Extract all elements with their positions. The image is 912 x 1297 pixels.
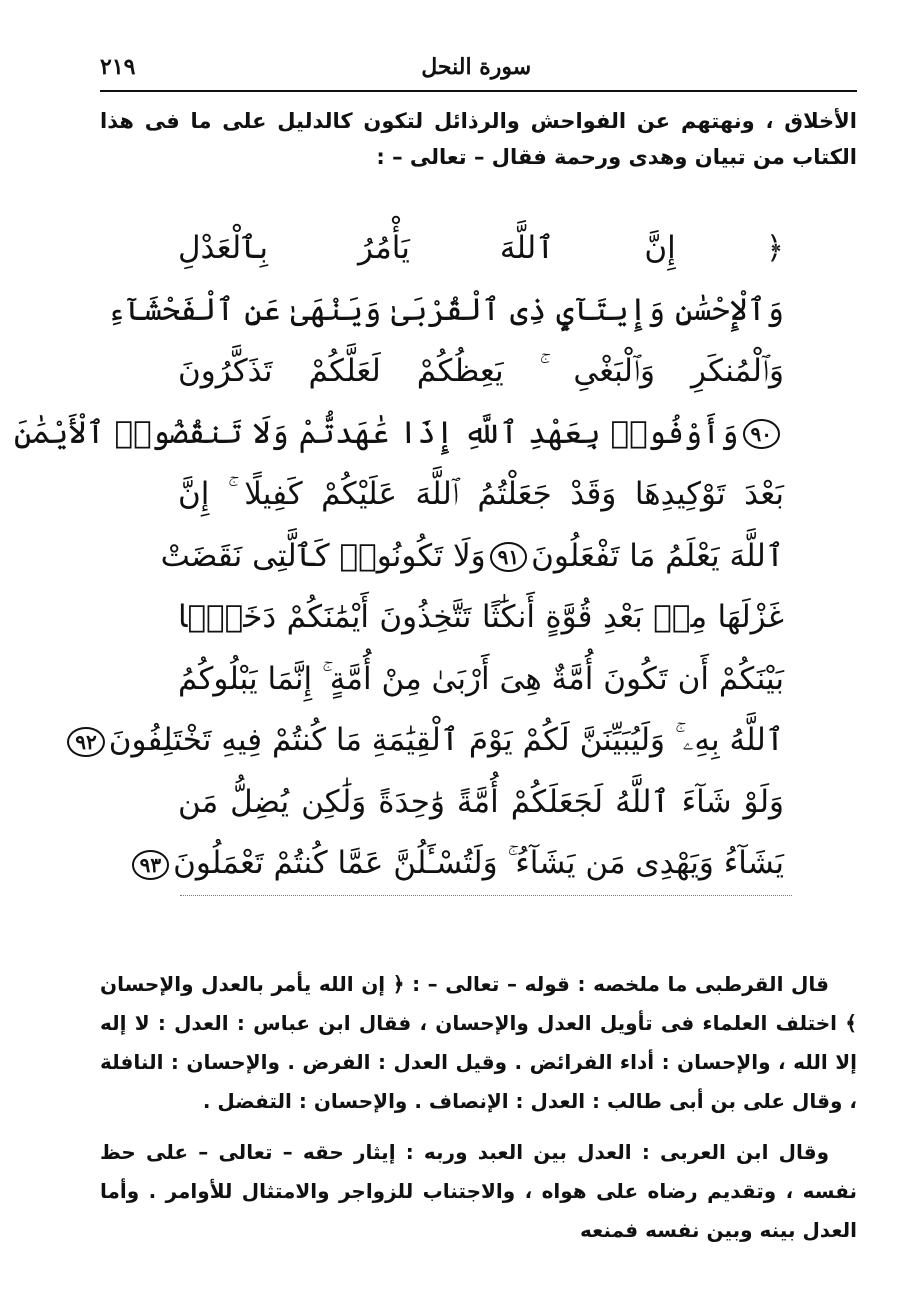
verse-line — [178, 218, 784, 280]
verse-line — [178, 649, 784, 711]
verse-text: وَلَوْ شَآءَ ٱللَّهُ لَجَعَلَكُمْ أُمَّةً وَٰحِدَةً وَلَٰكِن يُضِلُّ مَن — [178, 783, 784, 820]
verse-text: وَٱلْمُنكَرِ وَٱلْبَغْىِ ۚ يَعِظُكُمْ لَعَلَّكُمْ تَذَكَّرُونَ — [178, 353, 784, 389]
verse-text: ٱللَّهَ يَعْلَمُ مَا تَفْعَلُونَ — [531, 537, 784, 574]
verse-text: وَلَا تَكُونُوا۟ كَٱلَّتِى نَقَضَتْ — [160, 537, 486, 574]
verse-text: بَعْدَ تَوْكِيدِهَا وَقَدْ جَعَلْتُمُ ٱللَّهَ عَلَيْكُمْ كَفِيلًا ۚ إِنَّ — [178, 476, 784, 512]
verse-text: وَأَوْفُوا۟ بِعَهْدِ ٱللَّهِ إِذَا عَٰهَدتُّمْ وَلَا تَنقُضُوا۟ ٱلْأَيْمَٰنَ — [13, 414, 739, 451]
page-number: ٢١٩ — [100, 54, 136, 80]
verse-text: ٱللَّهُ بِهِۦ ۚ وَلَيُبَيِّنَنَّ لَكُمْ يَوْمَ ٱلْقِيَٰمَةِ مَا كُنتُمْ فِيهِ تَخْتَلِفُونَ — [108, 722, 784, 758]
verse-text: غَزْلَهَا مِنۢ بَعْدِ قُوَّةٍ أَنكَٰثًا تَتَّخِذُونَ أَيْمَٰنَكُمْ دَخَلًۢا — [178, 599, 784, 635]
verses-divider — [180, 895, 792, 896]
verse-text: وَٱلْإِحْسَٰنِ وَإِيتَآيِٕ ذِى ٱلْقُرْبَىٰ وَيَنْهَىٰ عَنِ ٱلْفَحْشَآءِ — [107, 291, 784, 328]
intro-paragraph: الأخلاق ، ونهتهم عن الفواحش والرذائل لتكون كالدليل على ما فى هذا الكتاب من تبيان وهدى ورحمة فقال – تعالى – : — [100, 109, 857, 169]
verse-line — [178, 772, 784, 834]
verse-text: بَيْنَكُمْ أَن تَكُونَ أُمَّةٌ هِىَ أَرْبَىٰ مِنْ أُمَّةٍ ۚ إِنَّمَا يَبْلُوكُمُ — [178, 660, 784, 697]
header-rule — [100, 90, 857, 92]
verse-line — [139, 833, 784, 895]
verse-line — [160, 526, 784, 588]
quran-verses — [13, 218, 784, 895]
surah-title: سورة النحل — [421, 54, 532, 80]
verse-line — [107, 280, 784, 342]
page-header — [100, 46, 857, 88]
commentary-paragraph: قال القرطبى ما ملخصه : قوله – تعالى – : ﴿ إن الله يأمر بالعدل والإحسان ﴾ اختلف العلماء فى تأويل العدل والإحسان ، فقال ابن عباس : العدل : لا إله إلا الله ، والإحسان : أداء الفرائض . وقيل العدل : الفرض . والإحسان : النافلة ، وقال على بن أبى طالب : العدل : الإنصاف . والإحسان : التفضل . — [100, 972, 857, 1113]
verse-line — [178, 587, 784, 649]
commentary-paragraph: وقال ابن العربى : العدل بين العبد وربه : إيثار حقه – تعالى – على حظ نفسه ، وتقديم رضاه على هواه ، والاجتناب للزواجر والامتثال للأوامر . وأما العدل بينه وبين نفسه فمنعه — [100, 1140, 857, 1242]
verse-number-marker: ٩٣ — [132, 850, 169, 880]
verse-number-marker: ٩٢ — [67, 727, 104, 757]
verse-line — [13, 403, 784, 465]
verse-text: ﴿ إِنَّ ٱللَّهَ يَأْمُرُ بِٱلْعَدْلِ — [178, 230, 784, 266]
verse-line — [75, 710, 784, 772]
verse-line — [178, 464, 784, 526]
verse-number-marker: ٩١ — [490, 542, 527, 572]
verse-line — [178, 341, 784, 403]
verse-text: يَشَآءُ وَيَهْدِى مَن يَشَآءُ ۚ وَلَتُسْـَٔلُنَّ عَمَّا كُنتُمْ تَعْمَلُونَ — [173, 845, 784, 881]
verse-number-marker: ٩٠ — [743, 419, 780, 449]
